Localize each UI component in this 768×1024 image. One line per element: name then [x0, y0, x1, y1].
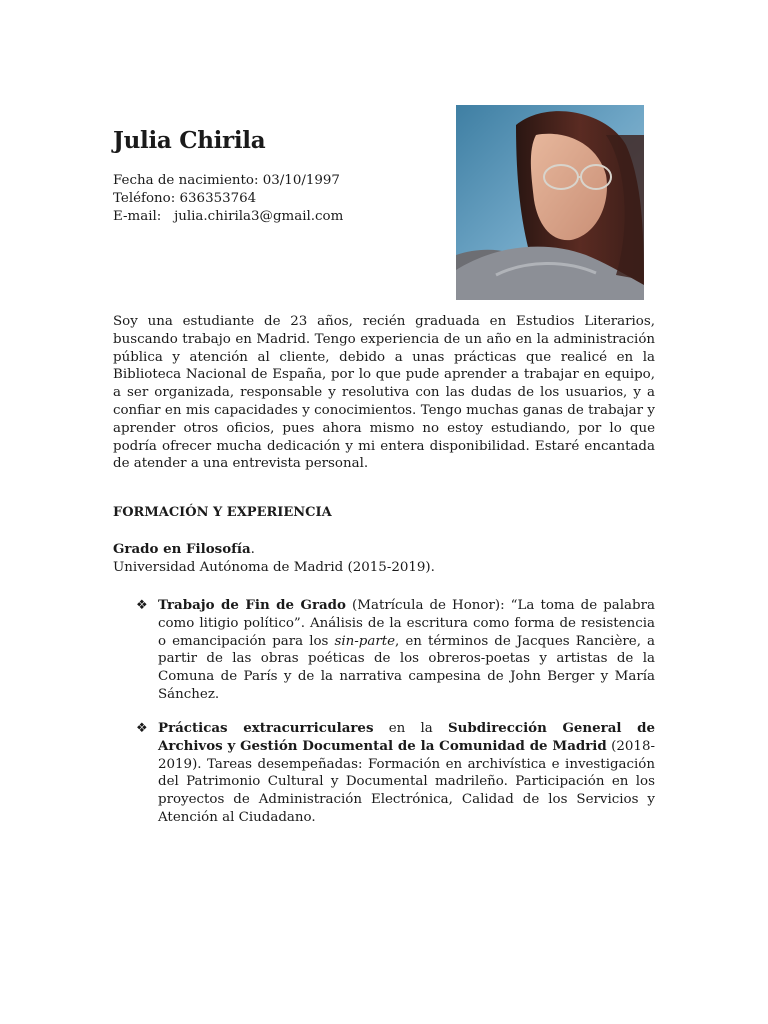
- thesis-italic: sin-parte: [334, 633, 396, 649]
- birth-date-label: Fecha de nacimiento:: [113, 173, 259, 188]
- phone-line: [113, 190, 343, 208]
- internship-organization: Subdirección General de Archivos y Gestión Documental de la Comunidad de Madrid: [158, 720, 656, 754]
- bullet-diamond-icon: ❖: [136, 721, 148, 736]
- email-label: E-mail:: [113, 209, 162, 224]
- candidate-name: Julia Chirila: [113, 127, 266, 154]
- list-item-internship: [158, 720, 655, 827]
- degree-title-period: .: [250, 542, 255, 557]
- email-line: [113, 208, 343, 226]
- portrait-illustration-icon: [456, 105, 644, 300]
- thesis-text-1: (Matrícula de Honor): “La toma de palabra como litigio político”. Análisis de la escritura como forma de resistencia o emancipación para los: [158, 598, 655, 649]
- bullet-diamond-icon: ❖: [136, 598, 148, 613]
- internship-title: Prácticas extracurriculares: [158, 720, 374, 736]
- phone-label: Teléfono:: [113, 191, 176, 206]
- contact-info: [113, 172, 343, 226]
- list-item-thesis: [158, 597, 655, 704]
- internship-text-1: en la: [373, 721, 448, 736]
- degree-title: Grado en Filosofía: [113, 541, 251, 557]
- phone-value: 636353764: [179, 191, 257, 206]
- profile-summary: Soy una estudiante de 23 años, recién graduada en Estudios Literarios, buscando trabajo en Madrid. Tengo experiencia de un año en la administración pública y atención al cliente, debido a unas prácticas que realicé en la Biblioteca Nacional de España, por lo que pude aprender a trabajar en equipo, a ser organizada, responsable y resolutiva con las dudas de los usuarios, y a confiar en mis capacidades y conocimientos. Tengo muchas ganas de trabajar y aprender otros oficios, pues ahora mismo no estoy estudiando, por lo que podría ofrecer mucha dedicación y mi entera disponibilidad. Estaré encantada de atender a una entrevista personal.: [113, 314, 655, 472]
- thesis-title: Trabajo de Fin de Grado: [158, 597, 346, 613]
- degree-block: [113, 540, 435, 577]
- email-value: julia.chirila3@gmail.com: [174, 209, 344, 224]
- internship-text-2: (2018-2019). Tareas desempeñadas: Formación en archivística e investigación del Patrimonio Cultural y Documental madrileño. Participación en los proyectos de Administración Electrónica, Calidad de los Servicios y Atención al Ciudadano.: [158, 738, 655, 825]
- degree-title-line: [113, 540, 435, 559]
- birth-date-line: [113, 172, 343, 190]
- thesis-text-2: , en términos de Jacques Rancière, a partir de las obras poéticas de los obreros-poetas y artistas de la Comuna de París y de la narrativa campesina de John Berger y María Sánchez.: [158, 633, 656, 702]
- profile-photo: [456, 105, 644, 300]
- birth-date-value: 03/10/1997: [262, 173, 340, 188]
- degree-institution: Universidad Autónoma de Madrid (2015-2019).: [113, 560, 435, 575]
- section-heading-education: FORMACIÓN Y EXPERIENCIA: [113, 505, 332, 520]
